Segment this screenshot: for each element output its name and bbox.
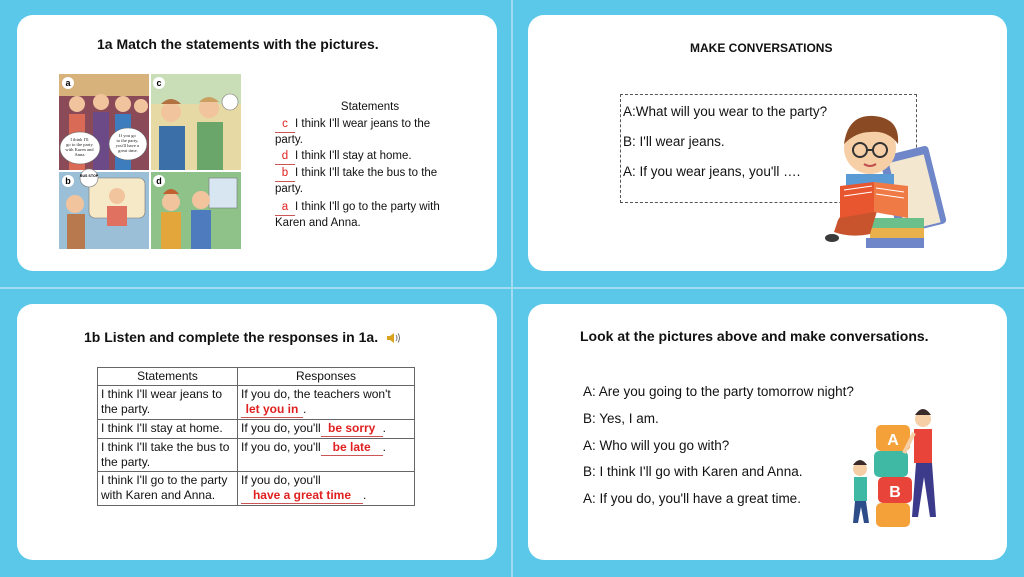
statement-text: I think I'll take the bus to the party. bbox=[275, 167, 438, 195]
table-row bbox=[98, 439, 415, 472]
answer-blank: d bbox=[275, 149, 295, 165]
slide-card-make-conversations bbox=[528, 15, 1007, 271]
panel-label-d: d bbox=[156, 176, 162, 186]
conversation-line: A: Are you going to the party tomorrow night? bbox=[583, 384, 854, 399]
statement-item bbox=[275, 149, 445, 165]
bubble-left-line: go to the party bbox=[66, 142, 93, 147]
response-end: . bbox=[382, 440, 387, 454]
card-title: Look at the pictures above and make conversations. bbox=[580, 328, 929, 344]
statement-item bbox=[275, 117, 445, 148]
response-answer: be late bbox=[321, 440, 383, 456]
table-row bbox=[98, 420, 415, 439]
bubble-left-line: Anna. bbox=[74, 152, 86, 157]
response-text: If you do, you'll bbox=[241, 440, 321, 454]
block-letter-b: B bbox=[889, 484, 901, 501]
answer-blank: a bbox=[275, 200, 295, 216]
comic-pictures bbox=[59, 74, 241, 249]
table-header-row bbox=[98, 368, 415, 386]
divider-horizontal bbox=[0, 287, 1024, 289]
statement-cell: I think I'll wear jeans to the party. bbox=[98, 386, 238, 420]
statement-cell: I think I'll stay at home. bbox=[98, 420, 238, 439]
statement-text: I think I'll go to the party with Karen and Anna. bbox=[275, 201, 440, 229]
column-header-statements: Statements bbox=[98, 368, 238, 386]
conversation-line: A:What will you wear to the party? bbox=[623, 104, 828, 119]
responses-table bbox=[97, 367, 415, 506]
statement-text: I think I'll stay at home. bbox=[295, 150, 412, 162]
response-end: . bbox=[363, 488, 367, 502]
bubble-right-line: great time. bbox=[118, 148, 138, 153]
statement-item bbox=[275, 200, 445, 231]
bubble-left-line: with Karen and bbox=[65, 147, 94, 152]
card-title bbox=[84, 329, 400, 345]
response-answer: be sorry bbox=[321, 421, 383, 437]
statements-list bbox=[275, 100, 445, 232]
response-answer: let you in bbox=[241, 402, 303, 418]
panel-label-a: a bbox=[65, 78, 71, 88]
conversation-line: A: If you wear jeans, you'll …. bbox=[623, 164, 801, 179]
response-cell bbox=[238, 386, 415, 420]
statements-header: Statements bbox=[340, 101, 400, 113]
bubble-left-line: I think I'll bbox=[70, 137, 89, 142]
table-row bbox=[98, 386, 415, 420]
panel-label-b: b bbox=[65, 176, 71, 186]
boy-reading-illustration bbox=[818, 110, 968, 260]
conversation-line: B: Yes, I am. bbox=[583, 411, 659, 426]
response-end: . bbox=[382, 421, 387, 435]
answer-blank: c bbox=[275, 117, 295, 133]
slide-card-listen-complete bbox=[17, 304, 497, 560]
bus-stop-sign: BUS STOP bbox=[79, 174, 99, 178]
response-answer: have a great time bbox=[241, 488, 363, 504]
conversation-line: B: I'll wear jeans. bbox=[623, 134, 725, 149]
block-letter-a: A bbox=[887, 432, 899, 449]
response-end: . bbox=[303, 402, 307, 416]
svg-text:If you go to the party, bbox=[116, 133, 140, 153]
response-cell bbox=[238, 439, 415, 472]
card-title: 1a Match the statements with the pictures. bbox=[97, 36, 379, 52]
conversation-line: A: Who will you go with? bbox=[583, 438, 730, 453]
panel-label-c: c bbox=[156, 78, 162, 88]
slide-card-look-and-converse bbox=[528, 304, 1007, 560]
card-title-text: 1b Listen and complete the responses in 1a. bbox=[84, 329, 379, 345]
statement-text: I think I'll wear jeans to the party. bbox=[275, 118, 431, 146]
table-row bbox=[98, 472, 415, 506]
response-cell bbox=[238, 420, 415, 439]
response-text: If you do, you'll bbox=[241, 473, 321, 487]
answer-blank: b bbox=[275, 166, 295, 182]
statement-cell: I think I'll go to the party with Karen and Anna. bbox=[98, 472, 238, 506]
conversation-line: A: If you do, you'll have a great time. bbox=[583, 491, 801, 506]
bubble-right-line: you'll have a bbox=[115, 143, 140, 148]
statement-cell: I think I'll take the bus to the party. bbox=[98, 439, 238, 472]
speaker-icon[interactable] bbox=[386, 332, 400, 344]
response-text: If you do, the teachers won't bbox=[241, 387, 391, 401]
response-cell bbox=[238, 472, 415, 506]
bubble-right-line: If you go bbox=[119, 133, 136, 138]
slide-card-match bbox=[17, 15, 497, 271]
bubble-right-line: to the party, bbox=[116, 138, 139, 143]
card-title: MAKE CONVERSATIONS bbox=[690, 41, 833, 55]
response-text: If you do, you'll bbox=[241, 421, 321, 435]
conversation-line: B: I think I'll go with Karen and Anna. bbox=[583, 464, 803, 479]
kids-blocks-illustration bbox=[846, 407, 956, 529]
statement-item bbox=[275, 166, 445, 197]
column-header-responses: Responses bbox=[238, 368, 415, 386]
